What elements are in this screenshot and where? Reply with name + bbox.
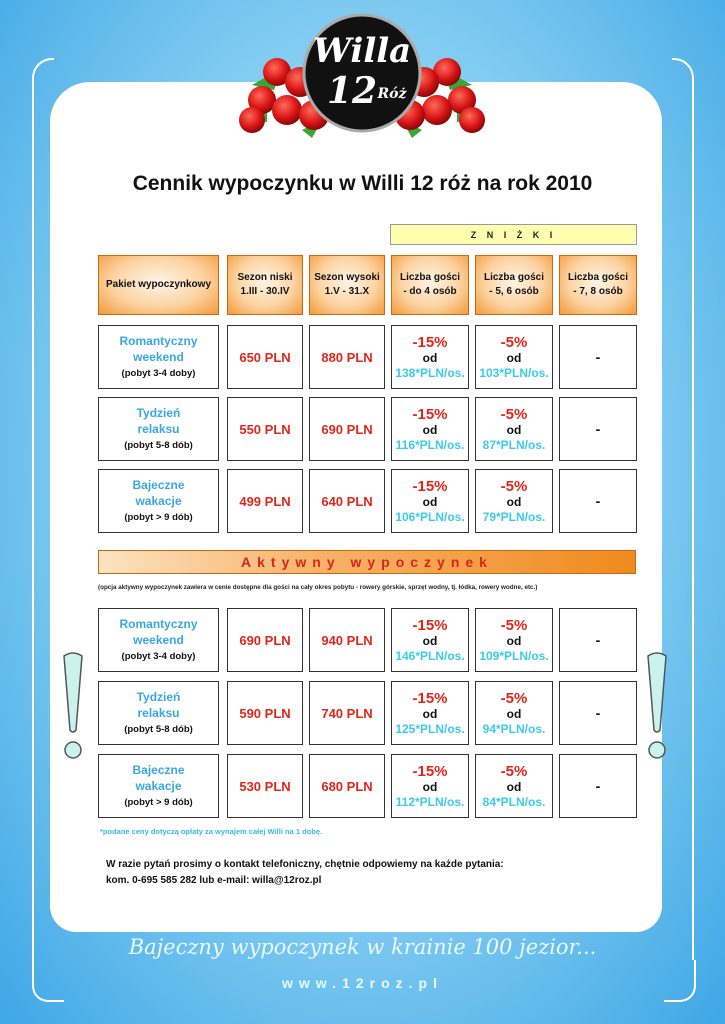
discount-cell-empty bbox=[559, 754, 637, 818]
discount-cell bbox=[475, 397, 553, 461]
high-price-cell bbox=[309, 681, 385, 745]
discount-percent: -5% bbox=[500, 689, 528, 707]
package-cell bbox=[98, 608, 219, 672]
contact-info bbox=[106, 857, 504, 889]
discount-percent: -5% bbox=[500, 616, 528, 634]
discount-percent: -5% bbox=[500, 477, 528, 495]
logo bbox=[232, 10, 492, 145]
active-note: (opcja aktywny wypoczynek zawiera w cenie dostępne dla gości na cały okres pobytu - rowery górskie, sprzęt wodny, tj. łódka, rowery wodne, etc.) bbox=[98, 584, 538, 591]
discount-from: od bbox=[422, 422, 438, 437]
discount-value: 79*PLN/os. bbox=[482, 509, 546, 524]
low-price-cell bbox=[227, 681, 303, 745]
discount-cell-empty bbox=[559, 608, 637, 672]
package-name: weekend bbox=[133, 633, 184, 647]
dash: - bbox=[595, 421, 601, 437]
footnote: *podane ceny dotyczą opłaty za wynajem całej Willi na 1 dobę. bbox=[100, 827, 323, 836]
discount-from: od bbox=[506, 494, 522, 509]
package-stay: (pobyt > 9 dób) bbox=[124, 797, 193, 808]
header-low-season-title: Sezon niski bbox=[237, 272, 293, 283]
header-low-season bbox=[227, 255, 303, 315]
low-price: 690 PLN bbox=[239, 632, 291, 648]
low-price: 530 PLN bbox=[239, 778, 291, 794]
package-stay: (pobyt 5-8 dób) bbox=[124, 724, 193, 735]
package-name: Romantyczny bbox=[119, 617, 198, 631]
header-low-season-dates: 1.III - 30.IV bbox=[240, 286, 290, 297]
website-link[interactable]: www.12roz.pl bbox=[282, 975, 443, 991]
package-cell bbox=[98, 325, 219, 389]
low-price-cell bbox=[227, 608, 303, 672]
discount-value: 94*PLN/os. bbox=[482, 721, 546, 736]
discount-cell bbox=[391, 754, 469, 818]
discount-value: 125*PLN/os. bbox=[395, 721, 465, 736]
dash: - bbox=[595, 349, 601, 365]
discount-value: 84*PLN/os. bbox=[482, 794, 546, 809]
discount-from: od bbox=[422, 633, 438, 648]
package-name: weekend bbox=[133, 350, 184, 364]
header-guests-3-range: - 7, 8 osób bbox=[573, 286, 623, 297]
discounts-label: Z N I Ż K I bbox=[390, 224, 637, 245]
dash: - bbox=[595, 778, 601, 794]
logo-text-willa: Willa bbox=[312, 31, 412, 71]
discount-from: od bbox=[506, 633, 522, 648]
discount-cell bbox=[391, 681, 469, 745]
dash: - bbox=[595, 493, 601, 509]
discount-from: od bbox=[422, 350, 438, 365]
header-high-season-title: Sezon wysoki bbox=[314, 272, 380, 283]
header-guests-1-range: - do 4 osób bbox=[403, 286, 457, 297]
discount-cell-empty bbox=[559, 469, 637, 533]
discount-from: od bbox=[422, 779, 438, 794]
low-price-cell bbox=[227, 325, 303, 389]
high-price: 880 PLN bbox=[321, 349, 373, 365]
discount-cell bbox=[475, 754, 553, 818]
discount-percent: -15% bbox=[412, 333, 448, 351]
discount-percent: -15% bbox=[412, 616, 448, 634]
logo-text-12: 12 bbox=[326, 70, 378, 112]
dash: - bbox=[595, 632, 601, 648]
header-package-label: Pakiet wypoczynkowy bbox=[105, 279, 212, 290]
discount-percent: -15% bbox=[412, 689, 448, 707]
discount-value: 87*PLN/os. bbox=[482, 437, 546, 452]
dash: - bbox=[595, 705, 601, 721]
slogan: Bajeczny wypoczynek w krainie 100 jezior... bbox=[128, 935, 597, 959]
package-name: Bajeczne bbox=[132, 478, 185, 492]
package-cell bbox=[98, 469, 219, 533]
discount-from: od bbox=[506, 350, 522, 365]
high-price: 740 PLN bbox=[321, 705, 373, 721]
discount-percent: -5% bbox=[500, 405, 528, 423]
discount-from: od bbox=[506, 706, 522, 721]
discount-percent: -15% bbox=[412, 477, 448, 495]
discount-value: 112*PLN/os. bbox=[395, 794, 465, 809]
discount-percent: -15% bbox=[412, 762, 448, 780]
low-price-cell bbox=[227, 397, 303, 461]
high-price-cell bbox=[309, 608, 385, 672]
package-stay: (pobyt 5-8 dób) bbox=[124, 440, 193, 451]
header-guests-3-title: Liczba gości bbox=[567, 272, 628, 283]
high-price-cell bbox=[309, 469, 385, 533]
discount-cell bbox=[475, 325, 553, 389]
package-name: wakacje bbox=[135, 494, 182, 508]
contact-line: kom. 0-695 585 282 lub e-mail: willa@12roz.pl bbox=[106, 875, 322, 886]
low-price: 590 PLN bbox=[239, 705, 291, 721]
discount-value: 106*PLN/os. bbox=[395, 509, 465, 524]
header-high-season bbox=[309, 255, 385, 315]
header-guests-1 bbox=[391, 255, 469, 315]
high-price: 680 PLN bbox=[321, 778, 373, 794]
package-name: wakacje bbox=[135, 779, 182, 793]
exclamation-icon bbox=[60, 650, 86, 770]
discount-from: od bbox=[506, 422, 522, 437]
discount-from: od bbox=[422, 494, 438, 509]
header-guests-1-title: Liczba gości bbox=[399, 272, 460, 283]
logo-text-roz: Róż bbox=[377, 86, 407, 102]
discount-cell bbox=[391, 397, 469, 461]
header-package bbox=[98, 255, 219, 315]
header-high-season-dates: 1.V - 31.X bbox=[324, 286, 370, 297]
high-price: 640 PLN bbox=[321, 493, 373, 509]
discount-cell bbox=[391, 608, 469, 672]
high-price: 690 PLN bbox=[321, 421, 373, 437]
discount-value: 116*PLN/os. bbox=[395, 437, 465, 452]
discount-cell-empty bbox=[559, 681, 637, 745]
discount-cell-empty bbox=[559, 325, 637, 389]
package-name: Romantyczny bbox=[119, 334, 198, 348]
contact-line: W razie pytań prosimy o kontakt telefoniczny, chętnie odpowiemy na każde pytania: bbox=[106, 859, 504, 870]
package-name: relaksu bbox=[137, 706, 180, 720]
header-guests-2-title: Liczba gości bbox=[483, 272, 544, 283]
low-price-cell bbox=[227, 469, 303, 533]
package-cell bbox=[98, 754, 219, 818]
high-price-cell bbox=[309, 754, 385, 818]
header-guests-2 bbox=[475, 255, 553, 315]
discount-value: 109*PLN/os. bbox=[479, 648, 549, 663]
discount-value: 138*PLN/os. bbox=[395, 365, 465, 380]
discount-cell bbox=[475, 608, 553, 672]
low-price: 650 PLN bbox=[239, 349, 291, 365]
low-price: 550 PLN bbox=[239, 421, 291, 437]
discount-percent: -5% bbox=[500, 333, 528, 351]
high-price-cell bbox=[309, 397, 385, 461]
package-stay: (pobyt 3-4 doby) bbox=[121, 368, 196, 379]
discount-from: od bbox=[422, 706, 438, 721]
package-stay: (pobyt 3-4 doby) bbox=[121, 651, 196, 662]
discount-percent: -15% bbox=[412, 405, 448, 423]
discount-cell bbox=[391, 325, 469, 389]
discount-cell bbox=[475, 681, 553, 745]
package-stay: (pobyt > 9 dób) bbox=[124, 512, 193, 523]
package-name: relaksu bbox=[137, 422, 180, 436]
exclamation-icon bbox=[644, 650, 670, 770]
discount-cell bbox=[475, 469, 553, 533]
package-cell bbox=[98, 397, 219, 461]
package-name: Tydzień bbox=[136, 406, 181, 420]
discount-cell bbox=[391, 469, 469, 533]
header-guests-2-range: - 5, 6 osób bbox=[489, 286, 539, 297]
high-price: 940 PLN bbox=[321, 632, 373, 648]
page-title: Cennik wypoczynku w Willi 12 róż na rok 2010 bbox=[132, 172, 593, 195]
discount-percent: -5% bbox=[500, 762, 528, 780]
discount-from: od bbox=[506, 779, 522, 794]
discount-value: 146*PLN/os. bbox=[395, 648, 465, 663]
discount-value: 103*PLN/os. bbox=[479, 365, 549, 380]
package-name: Tydzień bbox=[136, 690, 181, 704]
low-price: 499 PLN bbox=[239, 493, 291, 509]
header-guests-3 bbox=[559, 255, 637, 315]
high-price-cell bbox=[309, 325, 385, 389]
active-banner: Aktywny wypoczynek bbox=[98, 550, 636, 574]
discount-cell-empty bbox=[559, 397, 637, 461]
package-name: Bajeczne bbox=[132, 763, 185, 777]
package-cell bbox=[98, 681, 219, 745]
low-price-cell bbox=[227, 754, 303, 818]
